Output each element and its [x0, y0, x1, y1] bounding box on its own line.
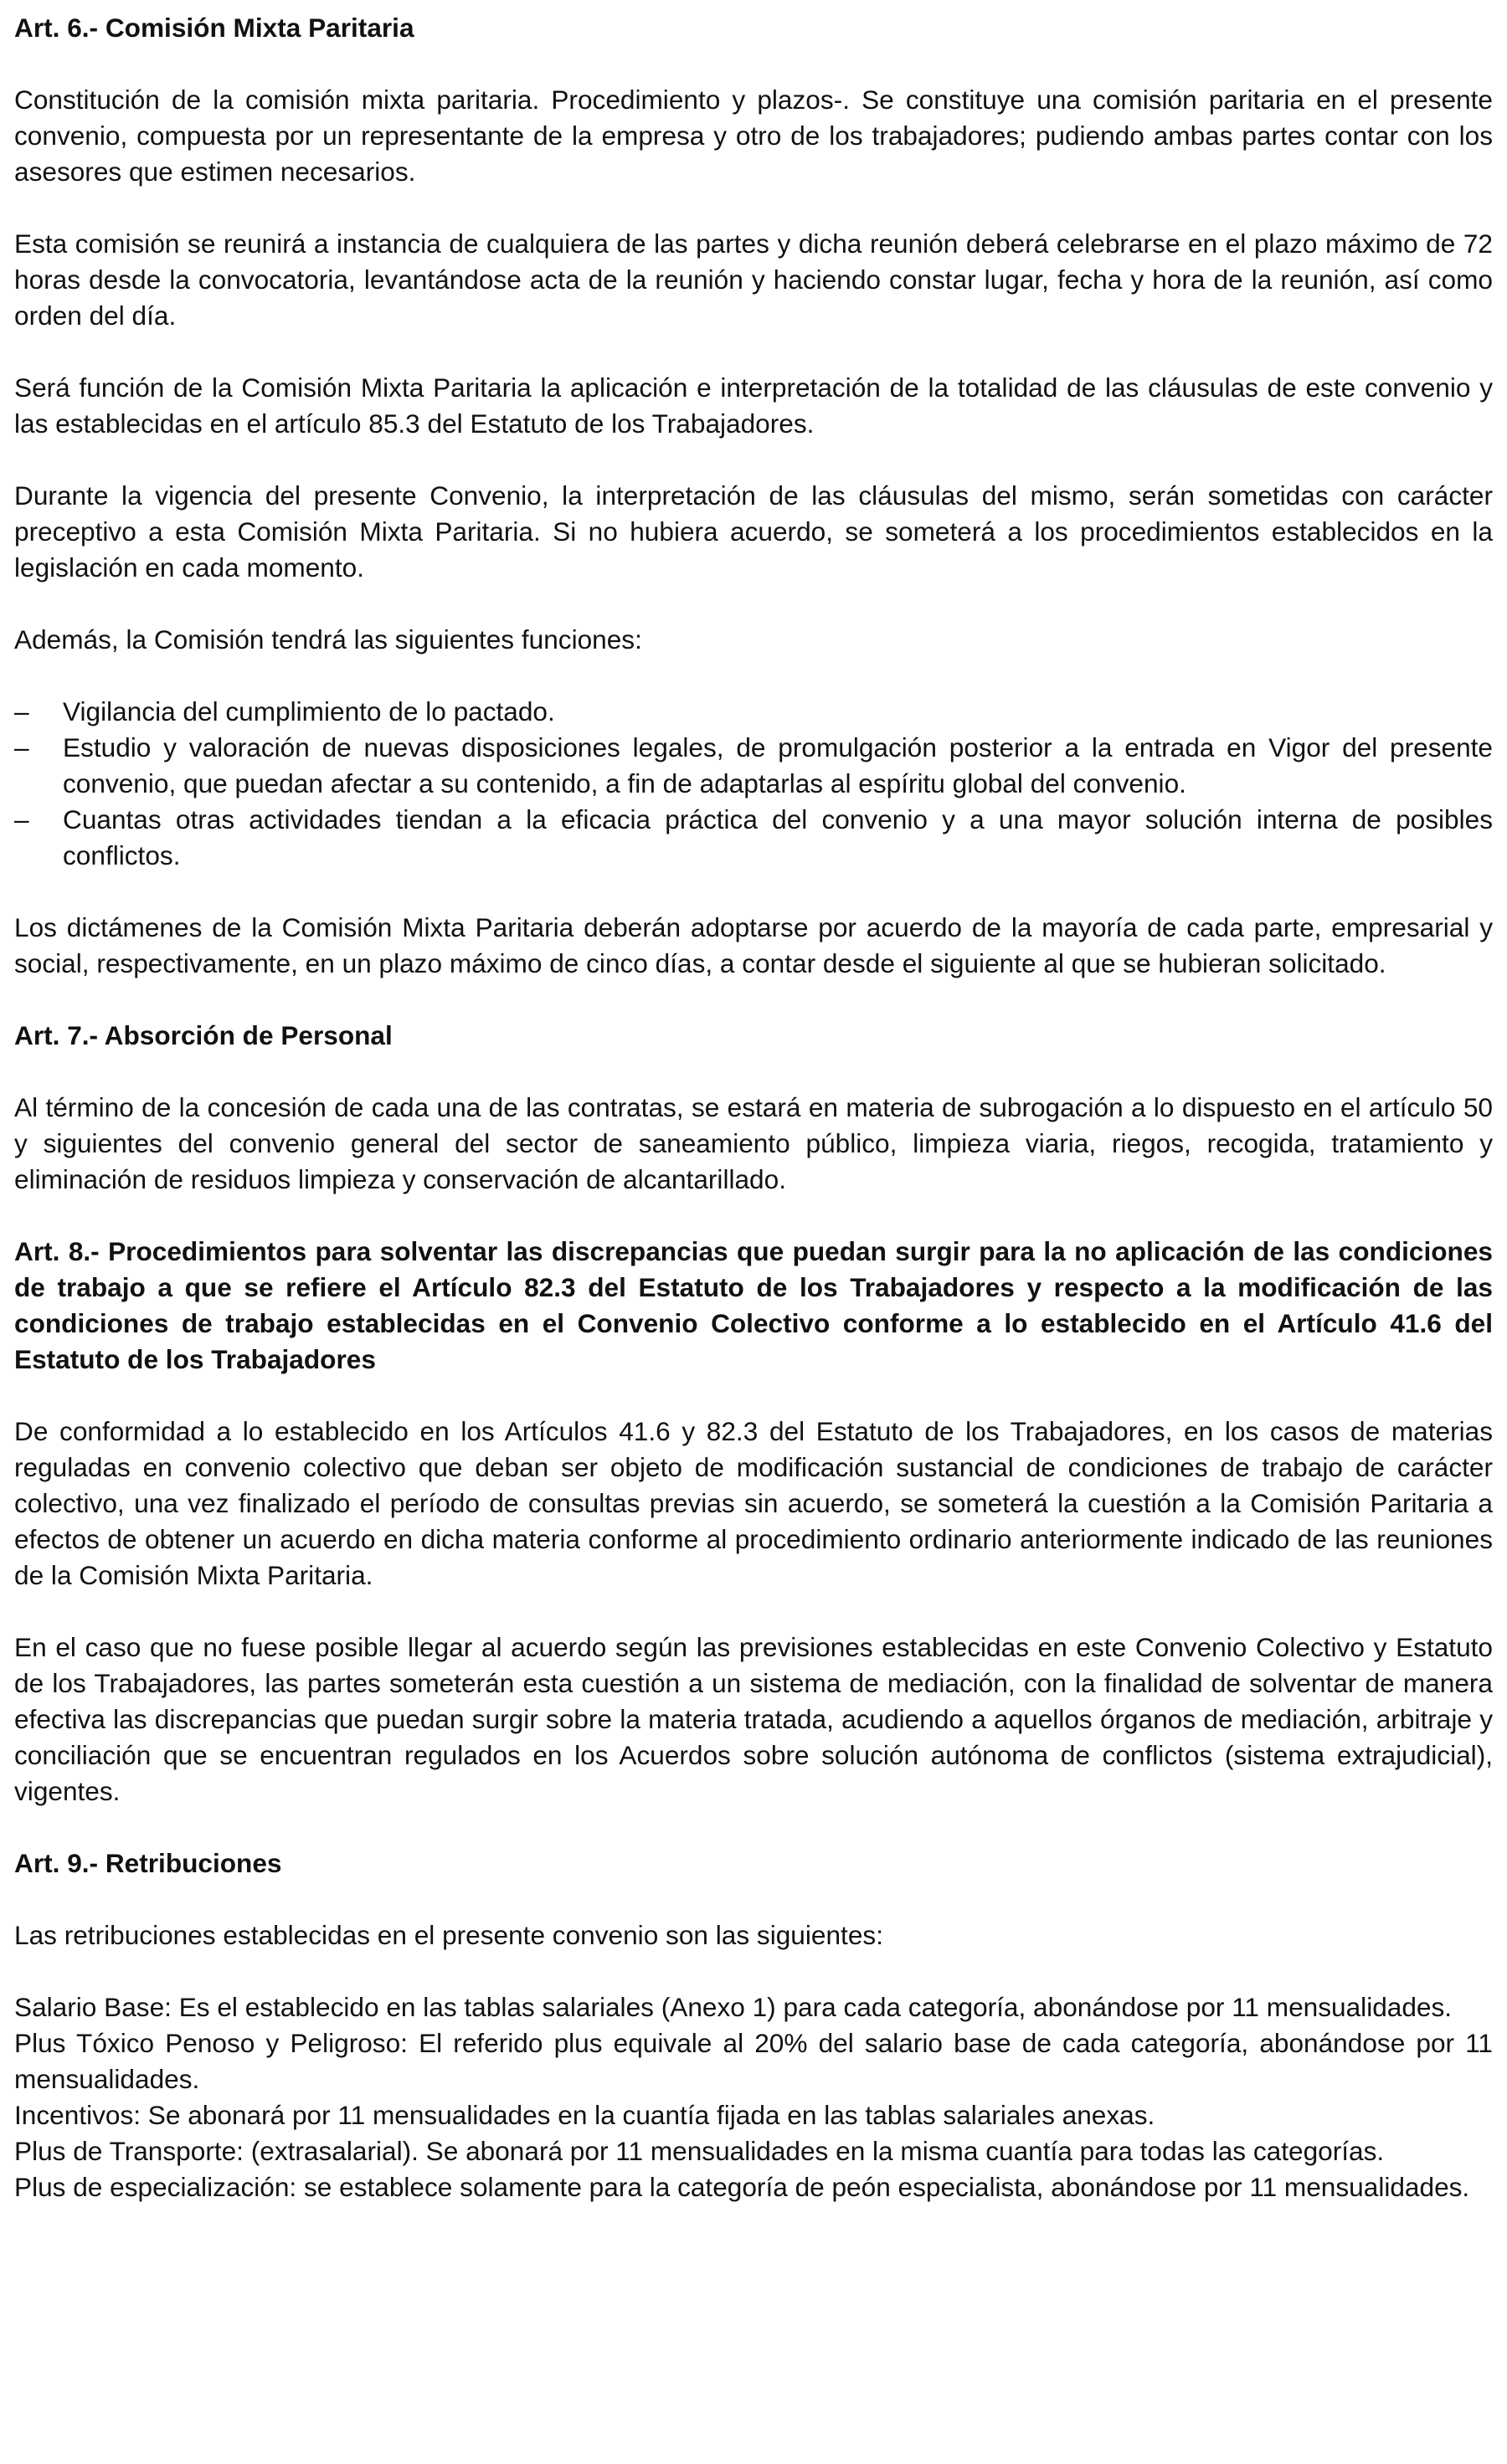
spacer — [14, 1198, 1493, 1234]
art6-paragraph-3: Será función de la Comisión Mixta Paritaria la aplicación e interpretación de la totalidad de las cláusulas de este convenio y las establecidas en el artículo 85.3 del Estatuto de los Trabajadores. — [14, 372, 1493, 439]
retribution-item-salario-base: Salario Base: Es el establecido en las tablas salariales (Anexo 1) para cada categoría, abonándose por 11 mensualidades. — [14, 1992, 1453, 2022]
spacer — [14, 334, 1493, 370]
art6-paragraph-2: Esta comisión se reunirá a instancia de cualquiera de las partes y dicha reunión deberá celebrarse en el plazo máximo de 72 horas desde la convocatoria, levantándose acta de la reunión y haciendo constar lugar, fecha y hora de la reunión, así como orden del día. — [14, 228, 1493, 331]
list-item-text: Cuantas otras actividades tiendan a la eficacia práctica del convenio y a una mayor solución interna de posibles conflictos. — [63, 804, 1493, 870]
spacer — [14, 1378, 1493, 1414]
art6-heading: Art. 6.- Comisión Mixta Paritaria — [14, 13, 414, 43]
spacer — [14, 1881, 1493, 1917]
spacer — [14, 658, 1493, 694]
list-item — [14, 694, 1493, 730]
art6-paragraph-1: Constitución de la comisión mixta paritaria. Procedimiento y plazos-. Se constituye una comisión paritaria en el presente convenio, compuesta por un representante de la empresa y otro de los trabajadores; pudiendo ambas partes contar con los asesores que estimen necesarios. — [14, 85, 1493, 187]
spacer — [14, 586, 1493, 622]
spacer — [14, 874, 1493, 910]
spacer — [14, 1953, 1493, 1989]
spacer — [14, 1594, 1493, 1630]
spacer — [14, 1054, 1493, 1090]
spacer — [14, 982, 1493, 1018]
art6-paragraph-5: Además, la Comisión tendrá las siguientes funciones: — [14, 624, 642, 654]
spacer — [14, 190, 1493, 226]
dash-bullet: – — [14, 696, 29, 726]
retribution-item-plus-transporte: Plus de Transporte: (extrasalarial). Se abonará por 11 mensualidades en la misma cuantía para todas las categorías. — [14, 2136, 1385, 2166]
list-item-text: Vigilancia del cumplimiento de lo pactado. — [63, 696, 555, 726]
list-item — [14, 730, 1493, 802]
spacer — [14, 46, 1493, 82]
document-page — [14, 10, 1493, 2205]
art8-heading: Art. 8.- Procedimientos para solventar las discrepancias que puedan surgir para la no aplicación de las condiciones de trabajo a que se refiere el Artículo 82.3 del Estatuto de los Trabajadores y respecto a la modificación de las condiciones de trabajo establecidas en el Convenio Colectivo conforme a lo establecido en el Artículo 41.6 del Estatuto de los Trabajadores — [14, 1236, 1493, 1374]
list-item-text: Estudio y valoración de nuevas disposiciones legales, de promulgación posterior a la entrada en Vigor del presente convenio, que puedan afectar a su contenido, a fin de adaptarlas al espíritu global del convenio. — [63, 732, 1493, 798]
art6-paragraph-6: Los dictámenes de la Comisión Mixta Paritaria deberán adoptarse por acuerdo de la mayoría de cada parte, empresarial y social, respectivamente, en un plazo máximo de cinco días, a contar desde el siguiente al que se hubieran solicitado. — [14, 912, 1493, 978]
art9-heading: Art. 9.- Retribuciones — [14, 1848, 282, 1878]
art6-functions-list — [14, 694, 1493, 874]
spacer — [14, 442, 1493, 478]
retribution-item-plus-especializacion: Plus de especialización: se establece solamente para la categoría de peón especialista, abonándose por 11 mensualidades. — [14, 2172, 1470, 2202]
art9-intro: Las retribuciones establecidas en el presente convenio son las siguientes: — [14, 1920, 883, 1950]
art7-paragraph-1: Al término de la concesión de cada una de las contratas, se estará en materia de subrogación a lo dispuesto en el artículo 50 y siguientes del convenio general del sector de saneamiento público, limpieza viaria, riegos, recogida, tratamiento y eliminación de residuos limpieza y conservación de alcantarillado. — [14, 1092, 1493, 1194]
dash-bullet: – — [14, 804, 29, 834]
retribution-item-incentivos: Incentivos: Se abonará por 11 mensualidades en la cuantía fijada en las tablas salariales anexas. — [14, 2100, 1155, 2130]
dash-bullet: – — [14, 732, 29, 762]
spacer — [14, 1810, 1493, 1845]
art6-paragraph-4: Durante la vigencia del presente Convenio, la interpretación de las cláusulas del mismo, serán sometidas con carácter preceptivo a esta Comisión Mixta Paritaria. Si no hubiera acuerdo, se someterá a los procedimientos establecidos en la legislación en cada momento. — [14, 480, 1493, 583]
art8-paragraph-2: En el caso que no fuese posible llegar al acuerdo según las previsiones establecidas en este Convenio Colectivo y Estatuto de los Trabajadores, las partes someterán esta cuestión a un sistema de mediación, con la finalidad de solventar de manera efectiva las discrepancias que puedan surgir sobre la materia tratada, acudiendo a aquellos órganos de mediación, arbitraje y conciliación que se encuentran regulados en los Acuerdos sobre solución autónoma de conflictos (sistema extrajudicial), vigentes. — [14, 1632, 1493, 1806]
list-item — [14, 802, 1493, 874]
art8-paragraph-1: De conformidad a lo establecido en los Artículos 41.6 y 82.3 del Estatuto de los Trabajadores, en los casos de materias reguladas en convenio colectivo que deban ser objeto de modificación sustancial de condiciones de trabajo de carácter colectivo, una vez finalizado el período de consultas previas sin acuerdo, se someterá la cuestión a la Comisión Paritaria a efectos de obtener un acuerdo en dicha materia conforme al procedimiento ordinario anteriormente indicado de las reuniones de la Comisión Mixta Paritaria. — [14, 1416, 1493, 1590]
retribution-item-plus-toxico: Plus Tóxico Penoso y Peligroso: El referido plus equivale al 20% del salario base de cada categoría, abonándose por 11 mensualidades. — [14, 2028, 1493, 2094]
art7-heading: Art. 7.- Absorción de Personal — [14, 1020, 393, 1050]
